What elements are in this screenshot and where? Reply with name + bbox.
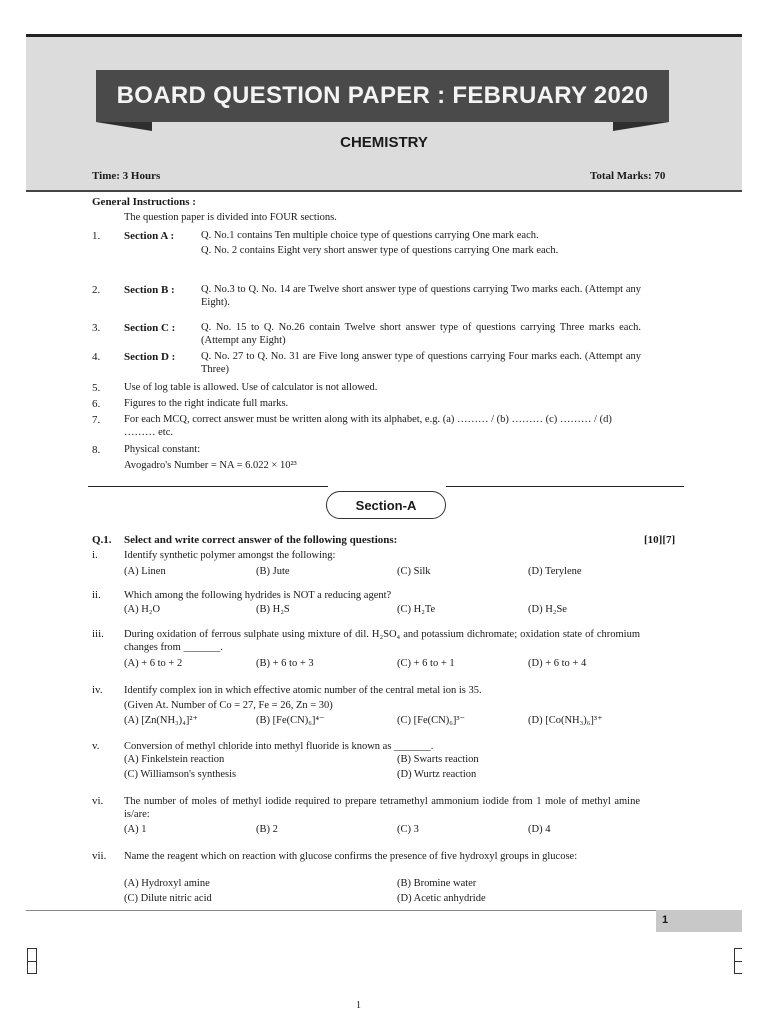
banner-fold-left bbox=[96, 122, 152, 131]
instruction-label: Section A : bbox=[124, 230, 175, 242]
option: (C) Williamson's synthesis bbox=[124, 769, 237, 780]
option: (B) [Fe(CN)₆]⁴⁻ bbox=[256, 715, 325, 726]
instruction-text: Q. No. 2 contains Eight very short answer type of questions carrying One mark each. bbox=[201, 245, 559, 256]
instructions-title: General Instructions : bbox=[92, 196, 196, 208]
total-marks-label: Total Marks: 70 bbox=[590, 170, 666, 182]
subquestion-text: Identify complex ion in which effective atomic number of the central metal ion is 35. bbox=[124, 685, 482, 696]
subquestion-num: vii. bbox=[92, 850, 107, 862]
page-number-box: 1 bbox=[656, 910, 742, 932]
option: (D) Terylene bbox=[528, 566, 582, 577]
subquestion-num: iv. bbox=[92, 684, 103, 696]
bottom-page-number: 1 bbox=[356, 1000, 361, 1011]
option: (A) Linen bbox=[124, 566, 166, 577]
instruction-label: Section C : bbox=[124, 322, 176, 334]
subquestion-text: Name the reagent which on reaction with glucose confirms the presence of five hydroxyl groups in glucose: bbox=[124, 851, 578, 862]
footer-rule bbox=[26, 910, 656, 911]
question-number: Q.1. bbox=[92, 534, 112, 546]
instruction-num: 3. bbox=[92, 322, 101, 334]
subquestion-text: Which among the following hydrides is NOT a reducing agent? bbox=[124, 590, 392, 601]
instruction-num: 1. bbox=[92, 230, 101, 242]
option: (D) 4 bbox=[528, 824, 551, 835]
instruction-num: 8. bbox=[92, 444, 101, 456]
option: (B) Swarts reaction bbox=[397, 754, 479, 765]
instruction-text: Q. No.3 to Q. No. 14 are Twelve short answer type of questions carrying Two marks each. (Attempt any Eight). bbox=[201, 284, 641, 308]
subquestion-num: vi. bbox=[92, 795, 104, 807]
question-marks: [10][7] bbox=[644, 534, 676, 546]
option: (C) Dilute nitric acid bbox=[124, 893, 212, 904]
option: (B) + 6 to + 3 bbox=[256, 658, 314, 669]
option: (C) 3 bbox=[397, 824, 419, 835]
instruction-label: Section D : bbox=[124, 351, 176, 363]
subquestion-text: Identify synthetic polymer amongst the following: bbox=[124, 550, 336, 561]
option: (A) Hydroxyl amine bbox=[124, 878, 210, 889]
question-heading: Select and write correct answer of the following questions: bbox=[124, 534, 398, 546]
option: (A) H₂O bbox=[124, 604, 161, 615]
instruction-num: 6. bbox=[92, 398, 101, 410]
subquestion-text: During oxidation of ferrous sulphate using mixture of dil. H₂SO₄ and potassium dichromate; oxidation state of chromium changes from _______. bbox=[124, 629, 640, 653]
banner-fold-right bbox=[613, 122, 669, 131]
section-rule-left bbox=[88, 486, 328, 487]
option: (C) + 6 to + 1 bbox=[397, 658, 455, 669]
avogadro-constant: Avogadro's Number = NA = 6.022 × 10²³ bbox=[124, 460, 297, 471]
instruction-text: Figures to the right indicate full marks. bbox=[124, 398, 289, 409]
option: (D) Acetic anhydride bbox=[397, 893, 486, 904]
subquestion-num: ii. bbox=[92, 589, 101, 601]
option: (B) Jute bbox=[256, 566, 290, 577]
instruction-text: Use of log table is allowed. Use of calculator is not allowed. bbox=[124, 382, 378, 393]
option: (C) [Fe(CN)₆]³⁻ bbox=[397, 715, 466, 726]
subquestion-text: The number of moles of methyl iodide required to prepare tetramethyl ammonium iodide from 1 mole of methyl amine is/are: bbox=[124, 796, 640, 820]
option: (D) [Co(NH₃)₆]³⁺ bbox=[528, 715, 603, 726]
subquestion-num: iii. bbox=[92, 628, 104, 640]
instruction-text: Physical constant: bbox=[124, 444, 201, 455]
instruction-label: Section B : bbox=[124, 284, 175, 296]
crop-mark-left bbox=[27, 948, 37, 974]
option: (B) 2 bbox=[256, 824, 278, 835]
instructions-intro: The question paper is divided into FOUR sections. bbox=[124, 212, 337, 223]
instruction-text: Q. No.1 contains Ten multiple choice type of questions carrying One mark each. bbox=[201, 230, 539, 241]
instruction-num: 7. bbox=[92, 414, 101, 426]
subquestion-num: v. bbox=[92, 740, 100, 752]
option: (A) 1 bbox=[124, 824, 147, 835]
option: (A) [Zn(NH₃)₄]²⁺ bbox=[124, 715, 199, 726]
paper-title-banner: BOARD QUESTION PAPER : FEBRUARY 2020 bbox=[96, 70, 669, 122]
option: (D) + 6 to + 4 bbox=[528, 658, 587, 669]
option: (A) Finkelstein reaction bbox=[124, 754, 225, 765]
option: (D) Wurtz reaction bbox=[397, 769, 477, 780]
subject-title: CHEMISTRY bbox=[340, 134, 428, 151]
instruction-num: 2. bbox=[92, 284, 101, 296]
option: (B) Bromine water bbox=[397, 878, 477, 889]
option: (D) H₂Se bbox=[528, 604, 567, 615]
instruction-text: Q. No. 27 to Q. No. 31 are Five long answer type of questions carrying Four marks each. (Attempt any Three) bbox=[201, 351, 641, 375]
subquestion-text: Conversion of methyl chloride into methyl fluoride is known as _______. bbox=[124, 741, 434, 752]
section-rule-right bbox=[446, 486, 684, 487]
section-a-heading: Section-A bbox=[326, 491, 446, 519]
header-bottom-rule bbox=[26, 190, 742, 192]
option: (C) H₂Te bbox=[397, 604, 436, 615]
instruction-text: Q. No. 15 to Q. No.26 contain Twelve short answer type of questions carrying Three marks each. (Attempt any Eight) bbox=[201, 322, 641, 346]
crop-mark-right bbox=[734, 948, 742, 974]
option: (A) + 6 to + 2 bbox=[124, 658, 183, 669]
subquestion-num: i. bbox=[92, 549, 98, 561]
option: (B) H₂S bbox=[256, 604, 290, 615]
instruction-num: 4. bbox=[92, 351, 101, 363]
time-label: Time: 3 Hours bbox=[92, 170, 161, 182]
option: (C) Silk bbox=[397, 566, 431, 577]
instruction-num: 5. bbox=[92, 382, 101, 394]
subquestion-given: (Given At. Number of Co = 27, Fe = 26, Zn = 30) bbox=[124, 700, 333, 711]
instruction-text: For each MCQ, correct answer must be written along with its alphabet, e.g. (a) ……… / (b) ……… (c) ……… / (d) ……… etc. bbox=[124, 414, 612, 438]
